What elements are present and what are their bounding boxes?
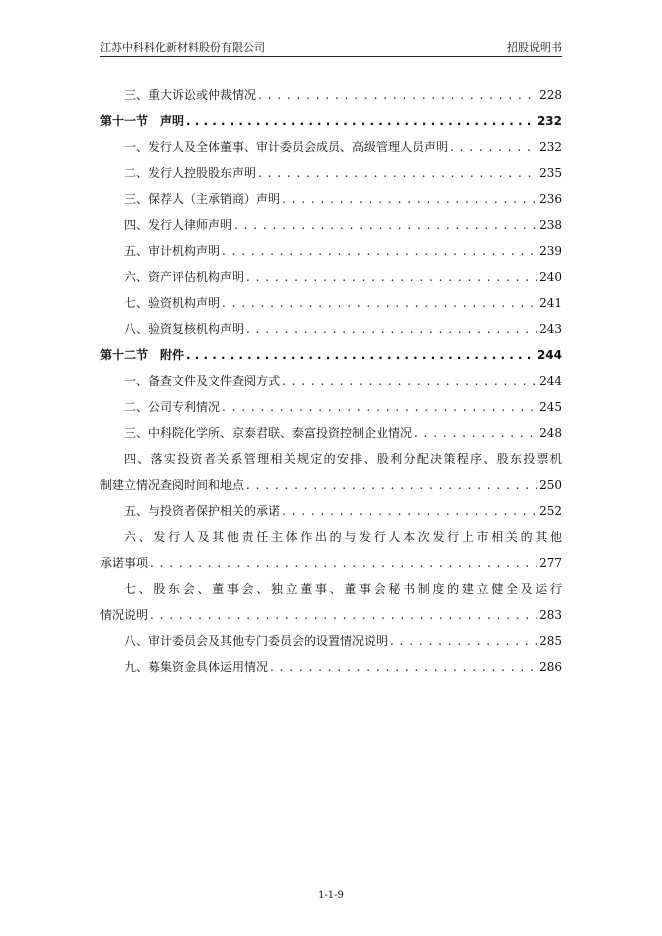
toc-entry[interactable]: 七、验资机构声明 . . . 241 (100, 284, 562, 310)
toc-entry-multiline[interactable]: 四、落实投资者关系管理相关规定的安排、股利分配决策程序、股东投票机 制建立情况查阅时间和地点 . . . 250 (100, 440, 562, 492)
toc-entry[interactable]: 五、与投资者保护相关的承诺 . . . 252 (100, 492, 562, 518)
toc-entry-multiline[interactable]: 七、股东会、董事会、独立董事、董事会秘书制度的建立健全及运行 情况说明 . . . 283 (100, 570, 562, 622)
toc-entry[interactable]: 八、审计委员会及其他专门委员会的设置情况说明 . . . 285 (100, 622, 562, 648)
toc-entry[interactable]: 一、发行人及全体董事、审计委员会成员、高级管理人员声明 . . . 232 (100, 128, 562, 154)
header-company: 江苏中科科化新材料股份有限公司 (100, 41, 265, 54)
toc-entry[interactable]: 九、募集资金具体运用情况 . . . 286 (100, 648, 562, 674)
toc-entry[interactable]: 四、发行人律师声明 . . . 238 (100, 206, 562, 232)
toc-entry[interactable]: 二、公司专利情况 . . . 245 (100, 388, 562, 414)
page-number: 1-1-9 (318, 890, 344, 901)
toc-section[interactable]: 第十一节 声明 . . . 232 (100, 102, 562, 128)
toc-section[interactable]: 第十二节 附件 . . . 244 (100, 336, 562, 362)
toc-entry-multiline[interactable]: 六、发行人及其他责任主体作出的与发行人本次发行上市相关的其他 承诺事项 . . . 277 (100, 518, 562, 570)
page-header (100, 38, 562, 57)
toc-entry[interactable]: 八、验资复核机构声明 . . . 243 (100, 310, 562, 336)
toc-entry[interactable]: 二、发行人控股股东声明 . . . 235 (100, 154, 562, 180)
toc-entry[interactable]: 一、备查文件及文件查阅方式 . . . 244 (100, 362, 562, 388)
toc-entry[interactable]: 五、审计机构声明 . . . 239 (100, 232, 562, 258)
toc-entry[interactable]: 三、中科院化学所、京泰君联、泰富投资控制企业情况 . . . 248 (100, 414, 562, 440)
header-doc-type: 招股说明书 (507, 41, 562, 54)
table-of-contents (100, 76, 562, 674)
toc-entry[interactable]: 三、重大诉讼或仲裁情况 . . . 228 (100, 76, 562, 102)
toc-entry[interactable]: 三、保荐人（主承销商）声明 . . . 236 (100, 180, 562, 206)
toc-entry[interactable]: 六、资产评估机构声明 . . . 240 (100, 258, 562, 284)
